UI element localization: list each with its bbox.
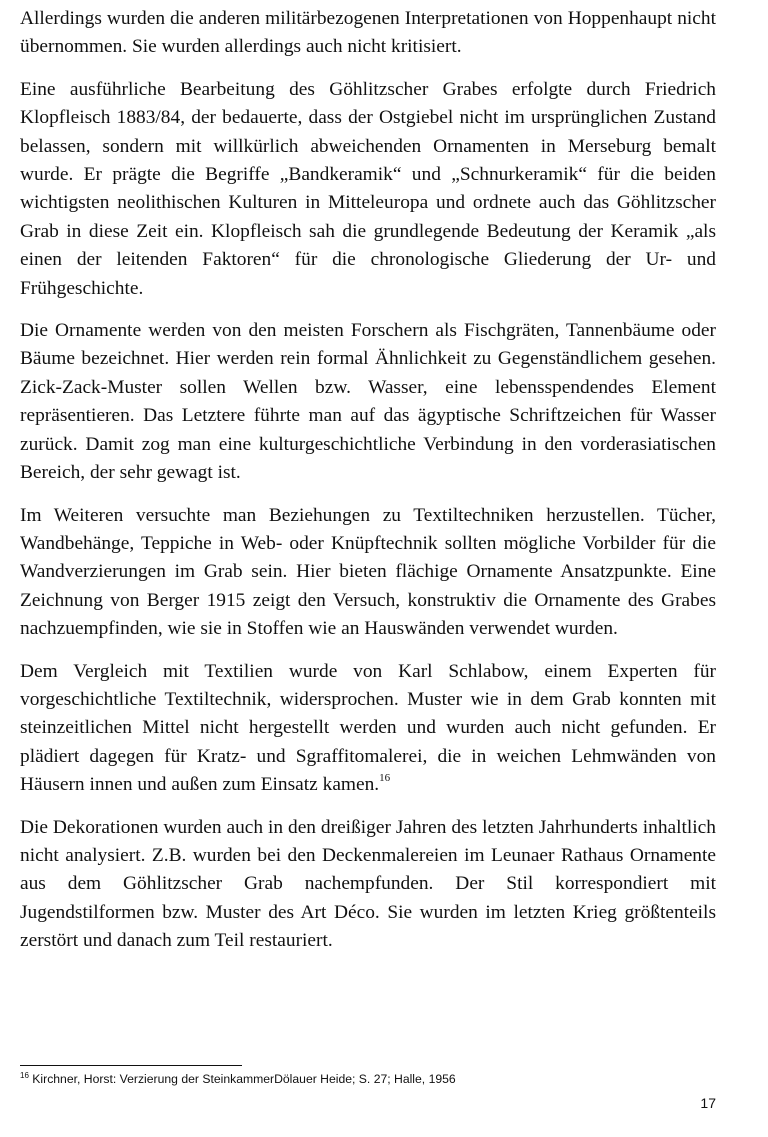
body-text [20, 5, 716, 970]
paragraph-1 [20, 5, 716, 62]
paragraph-4-text: Im Weiteren versuchte man Beziehungen zu Textiltechniken herzustellen. Tücher, Wandbehänge, Teppiche in Web- oder Knüpftechnik sollten mögliche Vorbilder für die Wandverzierungen im Grab sein. Hier bieten flächige Ornamente Ansatzpunkte. Eine Zeichnung von Berger 1915 zeigt den Versuch, konstruktiv die Ornamente des Grabes nachzuempfinden, wie sie in Stoffen wie an Hauswänden verwendet wurden. [20, 504, 716, 640]
paragraph-6 [20, 814, 716, 956]
footnote-number: 16 [20, 1070, 29, 1080]
page-number: 17 [700, 1095, 716, 1111]
paragraph-3 [20, 317, 716, 487]
paragraph-4 [20, 502, 716, 644]
paragraph-5-text: Dem Vergleich mit Textilien wurde von Karl Schlabow, einem Experten für vorgeschichtliche Textiltechnik, widersprochen. Muster wie in dem Grab konnten mit steinzeitlichen Mittel nicht hergestellt werden und wurden auch nicht gefunden. Er plädiert dagegen für Kratz- und Sgraffitomalerei, die in weichen Lehmwänden von Häusern innen und außen zum Einsatz kamen. [20, 660, 716, 796]
paragraph-1-text: Allerdings wurden die anderen militärbezogenen Interpretationen von Hoppenhaupt nicht übernommen. Sie wurden allerdings auch nicht kritisiert. [20, 8, 716, 58]
footnote-separator [20, 1065, 242, 1066]
footnote-text: Kirchner, Horst: Verzierung der SteinkammerDölauer Heide; S. 27; Halle, 1956 [28, 1072, 456, 1086]
paragraph-2 [20, 76, 716, 303]
footnote [20, 1071, 716, 1087]
paragraph-6-text: Die Dekorationen wurden auch in den dreißiger Jahren des letzten Jahrhunderts inhaltlich nicht analysiert. Z.B. wurden bei den Deckenmalereien im Leunaer Rathaus Ornamente aus dem Göhlitzscher Grab nachempfunden. Der Stil korrespondiert mit Jugendstilformen bzw. Muster des Art Déco. Sie wurden im letzten Krieg größtenteils zerstört und danach zum Teil restauriert. [20, 816, 716, 952]
footnote-reference[interactable]: 16 [379, 771, 391, 784]
paragraph-5 [20, 658, 716, 800]
paragraph-2-text: Eine ausführliche Bearbeitung des Göhlitzscher Grabes erfolgte durch Friedrich Klopfleisch 1883/84, der bedauerte, dass der Ostgiebel nicht im ursprünglichen Zustand belassen, sondern mit willkürlich abweichenden Ornamenten in Merseburg bemalt wurde. Er prägte die Begriffe „Bandkeramik“ und „Schnurkeramik“ für die beiden wichtigsten neolithischen Kulturen in Mitteleuropa und ordnete auch das Göhlitzscher Grab in diese Zeit ein. Klopfleisch sah die grundlegende Bedeutung der Keramik „als einen der leitenden Faktoren“ für die chronologische Gliederung der Ur- und Frühgeschichte. [20, 78, 716, 299]
paragraph-3-text: Die Ornamente werden von den meisten Forschern als Fischgräten, Tannenbäume oder Bäume bezeichnet. Hier werden rein formal Ähnlichkeit zu Gegenständlichem gesehen. Zick-Zack-Muster sollen Wellen bzw. Wasser, eine lebensspendendes Element repräsentieren. Das Letztere führte man auf das ägyptische Schriftzeichen für Wasser zurück. Damit zog man eine kulturgeschichtliche Verbindung in den vorderasiatischen Bereich, der sehr gewagt ist. [20, 320, 716, 484]
